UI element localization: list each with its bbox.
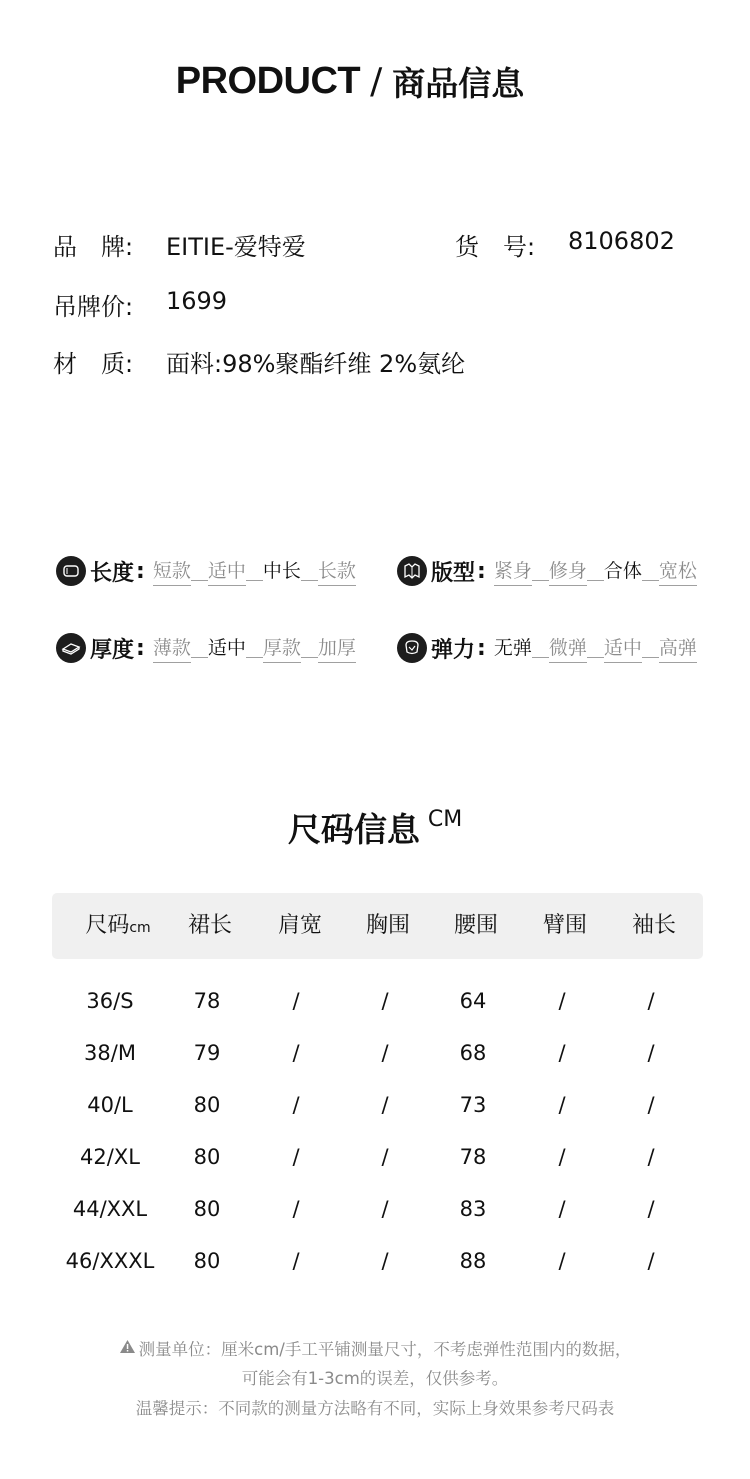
header-cell: 袖长 bbox=[631, 913, 676, 938]
option: 高弹 bbox=[659, 633, 697, 663]
option: 微弹 bbox=[549, 633, 587, 663]
value-cell: / bbox=[292, 1197, 300, 1221]
option: 长款 bbox=[318, 556, 356, 586]
value-cell: / bbox=[558, 1145, 566, 1169]
option-selected: 适中 bbox=[207, 637, 246, 659]
note-line-2: 可能会有1-3cm的误差，仅供参考。 bbox=[241, 1369, 509, 1388]
elasticity-icon bbox=[397, 633, 427, 663]
attr-elasticity: 弹力 : 无弹 微弹 适中 高弹 bbox=[397, 628, 697, 668]
option: 适中 bbox=[604, 633, 642, 663]
size-cell: 36/S bbox=[86, 989, 134, 1013]
value-cell: 64 bbox=[459, 989, 487, 1013]
option: 适中 bbox=[208, 556, 246, 586]
material-label: 材 质: bbox=[53, 350, 134, 378]
sku-label: 货 号: bbox=[455, 233, 536, 261]
value-cell: / bbox=[292, 1041, 300, 1065]
price-value: 1699 bbox=[166, 287, 228, 315]
size-section-title bbox=[0, 804, 750, 851]
value-cell: 83 bbox=[459, 1197, 487, 1221]
value-cell: / bbox=[381, 1093, 389, 1117]
attr-label: 版型 bbox=[431, 560, 476, 586]
header-cell: 臂围 bbox=[542, 913, 587, 938]
value-cell: / bbox=[647, 1249, 655, 1273]
value-cell: / bbox=[381, 1249, 389, 1273]
value-cell: / bbox=[558, 989, 566, 1013]
size-cell: 46/XXXL bbox=[65, 1249, 155, 1273]
value-cell: / bbox=[647, 1041, 655, 1065]
header-size: 尺码cm bbox=[85, 913, 151, 938]
option-selected: 无弹 bbox=[493, 637, 532, 659]
brand-label: 品 牌: bbox=[53, 233, 134, 261]
thickness-icon bbox=[56, 633, 86, 663]
value-cell: / bbox=[558, 1041, 566, 1065]
size-cell: 42/XL bbox=[80, 1145, 140, 1169]
option: 薄款 bbox=[153, 633, 191, 663]
value-cell: 79 bbox=[193, 1041, 221, 1065]
header-cell: 胸围 bbox=[365, 913, 410, 938]
material-value: 面料:98%聚酯纤维 2%氨纶 bbox=[166, 350, 466, 378]
attr-length: 长度 : 短款 适中 中长 长款 bbox=[56, 551, 356, 591]
header-cell: 裙长 bbox=[187, 913, 232, 938]
page-title bbox=[0, 58, 700, 105]
value-cell: 80 bbox=[193, 1093, 221, 1117]
attr-fit: 版型 : 紧身 修身 合体 宽松 bbox=[397, 551, 697, 591]
size-unit: CM bbox=[427, 807, 463, 832]
value-cell: / bbox=[647, 1197, 655, 1221]
value-cell: / bbox=[647, 1093, 655, 1117]
value-cell: / bbox=[647, 989, 655, 1013]
fit-icon bbox=[397, 556, 427, 586]
option: 短款 bbox=[153, 556, 191, 586]
attr-label: 长度 bbox=[90, 560, 135, 586]
value-cell: 80 bbox=[193, 1249, 221, 1273]
option: 加厚 bbox=[318, 633, 356, 663]
header-cell: 肩宽 bbox=[277, 913, 322, 938]
value-cell: / bbox=[381, 989, 389, 1013]
value-cell: / bbox=[292, 989, 300, 1013]
warning-icon bbox=[119, 1339, 136, 1358]
value-cell: / bbox=[292, 1249, 300, 1273]
length-icon bbox=[56, 556, 86, 586]
attr-thickness: 厚度 : 薄款 适中 厚款 加厚 bbox=[56, 628, 356, 668]
value-cell: / bbox=[558, 1249, 566, 1273]
title-separator: / bbox=[370, 61, 383, 102]
brand-value: EITIE-爱特爱 bbox=[166, 233, 306, 261]
option: 厚款 bbox=[263, 633, 301, 663]
value-cell: 80 bbox=[193, 1197, 221, 1221]
header-cell: 腰围 bbox=[453, 913, 498, 938]
option: 修身 bbox=[549, 556, 587, 586]
value-cell: 80 bbox=[193, 1145, 221, 1169]
note-line-3: 温馨提示：不同款的测量方法略有不同，实际上身效果参考尺码表 bbox=[135, 1399, 615, 1418]
note-line-1: 测量单位：厘米cm/手工平铺测量尺寸，不考虑弹性范围内的数据， bbox=[0, 1336, 750, 1360]
value-cell: 68 bbox=[459, 1041, 487, 1065]
value-cell: / bbox=[558, 1197, 566, 1221]
size-cell: 40/L bbox=[87, 1093, 133, 1117]
value-cell: / bbox=[292, 1145, 300, 1169]
title-english: PRODUCT bbox=[175, 60, 361, 102]
sku-value: 8106802 bbox=[568, 227, 675, 255]
value-cell: / bbox=[292, 1093, 300, 1117]
option-selected: 中长 bbox=[262, 560, 301, 582]
option: 宽松 bbox=[659, 556, 697, 586]
title-chinese: 商品信息 bbox=[392, 64, 525, 103]
price-label: 吊牌价: bbox=[53, 293, 134, 321]
value-cell: / bbox=[647, 1145, 655, 1169]
size-cell: 38/M bbox=[84, 1041, 136, 1065]
value-cell: 78 bbox=[193, 989, 221, 1013]
value-cell: / bbox=[381, 1145, 389, 1169]
value-cell: / bbox=[381, 1041, 389, 1065]
value-cell: 73 bbox=[459, 1093, 487, 1117]
size-cell: 44/XXL bbox=[72, 1197, 148, 1221]
value-cell: 78 bbox=[459, 1145, 487, 1169]
value-cell: / bbox=[558, 1093, 566, 1117]
value-cell: / bbox=[381, 1197, 389, 1221]
option: 紧身 bbox=[494, 556, 532, 586]
size-title: 尺码信息 bbox=[287, 810, 420, 849]
value-cell: 88 bbox=[459, 1249, 487, 1273]
option-selected: 合体 bbox=[603, 560, 642, 582]
attr-label: 弹力 bbox=[431, 637, 476, 663]
attr-label: 厚度 bbox=[90, 637, 135, 663]
size-table-header bbox=[52, 893, 703, 959]
